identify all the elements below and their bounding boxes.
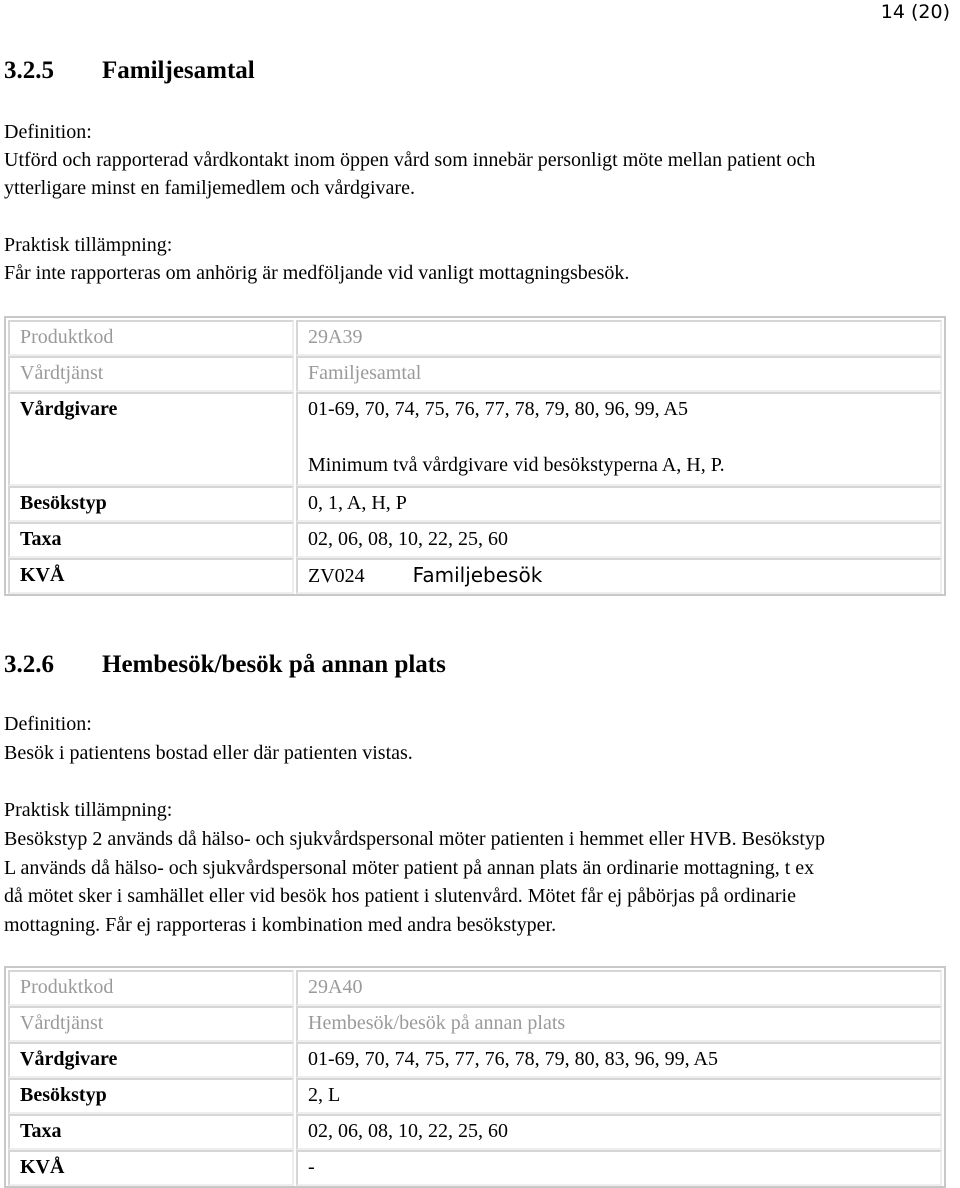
- vardgivare-cell: [296, 392, 942, 486]
- definition-label: Definition:: [4, 713, 92, 735]
- product-table-29a40: [4, 966, 946, 1188]
- section-heading-hembesok: [4, 650, 446, 679]
- vardgivare-value: 01-69, 70, 74, 75, 76, 77, 78, 79, 80, 96, 99, A5: [308, 398, 688, 420]
- table-row-kva: [8, 1150, 942, 1186]
- kva-value: -: [296, 1150, 942, 1186]
- besokstyp-value: 2, L: [296, 1078, 942, 1114]
- practice-label: Praktisk tillämpning:: [4, 799, 173, 821]
- table-row-vardgivare: [8, 392, 942, 486]
- practice-text-line: Besökstyp 2 används då hälso- och sjukvårdspersonal möter patienten i hemmet eller HVB. Besökstyp: [4, 828, 825, 850]
- table-row-kva: [8, 558, 942, 594]
- table-row-vardtjanst: [8, 356, 942, 392]
- section-title: Hembesök/besök på annan plats: [102, 651, 446, 678]
- vardgivare-label: Vårdgivare: [8, 392, 294, 486]
- vardgivare-label: Vårdgivare: [8, 1042, 294, 1078]
- page-number: 14 (20): [880, 1, 950, 23]
- taxa-label: Taxa: [8, 1114, 294, 1150]
- vardtjanst-label: Vårdtjänst: [8, 356, 294, 392]
- section-number: 3.2.6: [4, 651, 54, 678]
- besokstyp-value: 0, 1, A, H, P: [296, 486, 942, 522]
- practice-text-line: då mötet sker i samhället eller vid besök hos patient i slutenvård. Mötet får ej påbörjas på ordinarie: [4, 885, 796, 907]
- section-number: 3.2.5: [4, 57, 54, 84]
- besokstyp-label: Besökstyp: [8, 1078, 294, 1114]
- kva-label: KVÅ: [8, 558, 294, 594]
- vardtjanst-value: Hembesök/besök på annan plats: [296, 1006, 942, 1042]
- vardtjanst-value: Familjesamtal: [296, 356, 942, 392]
- taxa-label: Taxa: [8, 522, 294, 558]
- table-row-produktkod: [8, 320, 942, 356]
- definition-text: Besök i patientens bostad eller där patienten vistas.: [4, 742, 413, 764]
- table-row-taxa: [8, 1114, 942, 1150]
- besokstyp-label: Besökstyp: [8, 486, 294, 522]
- table-row-vardtjanst: [8, 1006, 942, 1042]
- taxa-value: 02, 06, 08, 10, 22, 25, 60: [296, 1114, 942, 1150]
- produktkod-value: 29A40: [296, 970, 942, 1006]
- section-heading-familjesamtal: [4, 56, 255, 85]
- table-row-besokstyp: [8, 1078, 942, 1114]
- produktkod-value: 29A39: [296, 320, 942, 356]
- kva-label: KVÅ: [8, 1150, 294, 1186]
- practice-label: Praktisk tillämpning:: [4, 234, 173, 256]
- produktkod-label: Produktkod: [8, 320, 294, 356]
- practice-text-line: L används då hälso- och sjukvårdspersonal möter patient på annan plats än ordinarie mottagning, t ex: [4, 857, 815, 879]
- taxa-value: 02, 06, 08, 10, 22, 25, 60: [296, 522, 942, 558]
- kva-code: ZV024: [308, 565, 365, 587]
- definition-label: Definition:: [4, 121, 92, 143]
- kva-name: Familjebesök: [412, 563, 543, 587]
- definition-text-line: ytterligare minst en familjemedlem och vårdgivare.: [4, 177, 415, 199]
- table-row-vardgivare: [8, 1042, 942, 1078]
- section-title: Familjesamtal: [102, 57, 255, 84]
- table-row-produktkod: [8, 970, 942, 1006]
- vardtjanst-label: Vårdtjänst: [8, 1006, 294, 1042]
- kva-cell: [296, 558, 942, 594]
- product-table-29a39: [4, 316, 946, 596]
- table-row-besokstyp: [8, 486, 942, 522]
- vardgivare-value: 01-69, 70, 74, 75, 77, 76, 78, 79, 80, 83, 96, 99, A5: [296, 1042, 942, 1078]
- definition-text-line: Utförd och rapporterad vårdkontakt inom öppen vård som innebär personligt möte mellan patient och: [4, 149, 816, 171]
- produktkod-label: Produktkod: [8, 970, 294, 1006]
- practice-text: Får inte rapporteras om anhörig är medföljande vid vanligt mottagningsbesök.: [4, 262, 630, 284]
- vardgivare-note: Minimum två vårdgivare vid besökstyperna A, H, P.: [308, 454, 725, 476]
- practice-text-line: mottagning. Får ej rapporteras i kombination med andra besökstyper.: [4, 914, 557, 936]
- table-row-taxa: [8, 522, 942, 558]
